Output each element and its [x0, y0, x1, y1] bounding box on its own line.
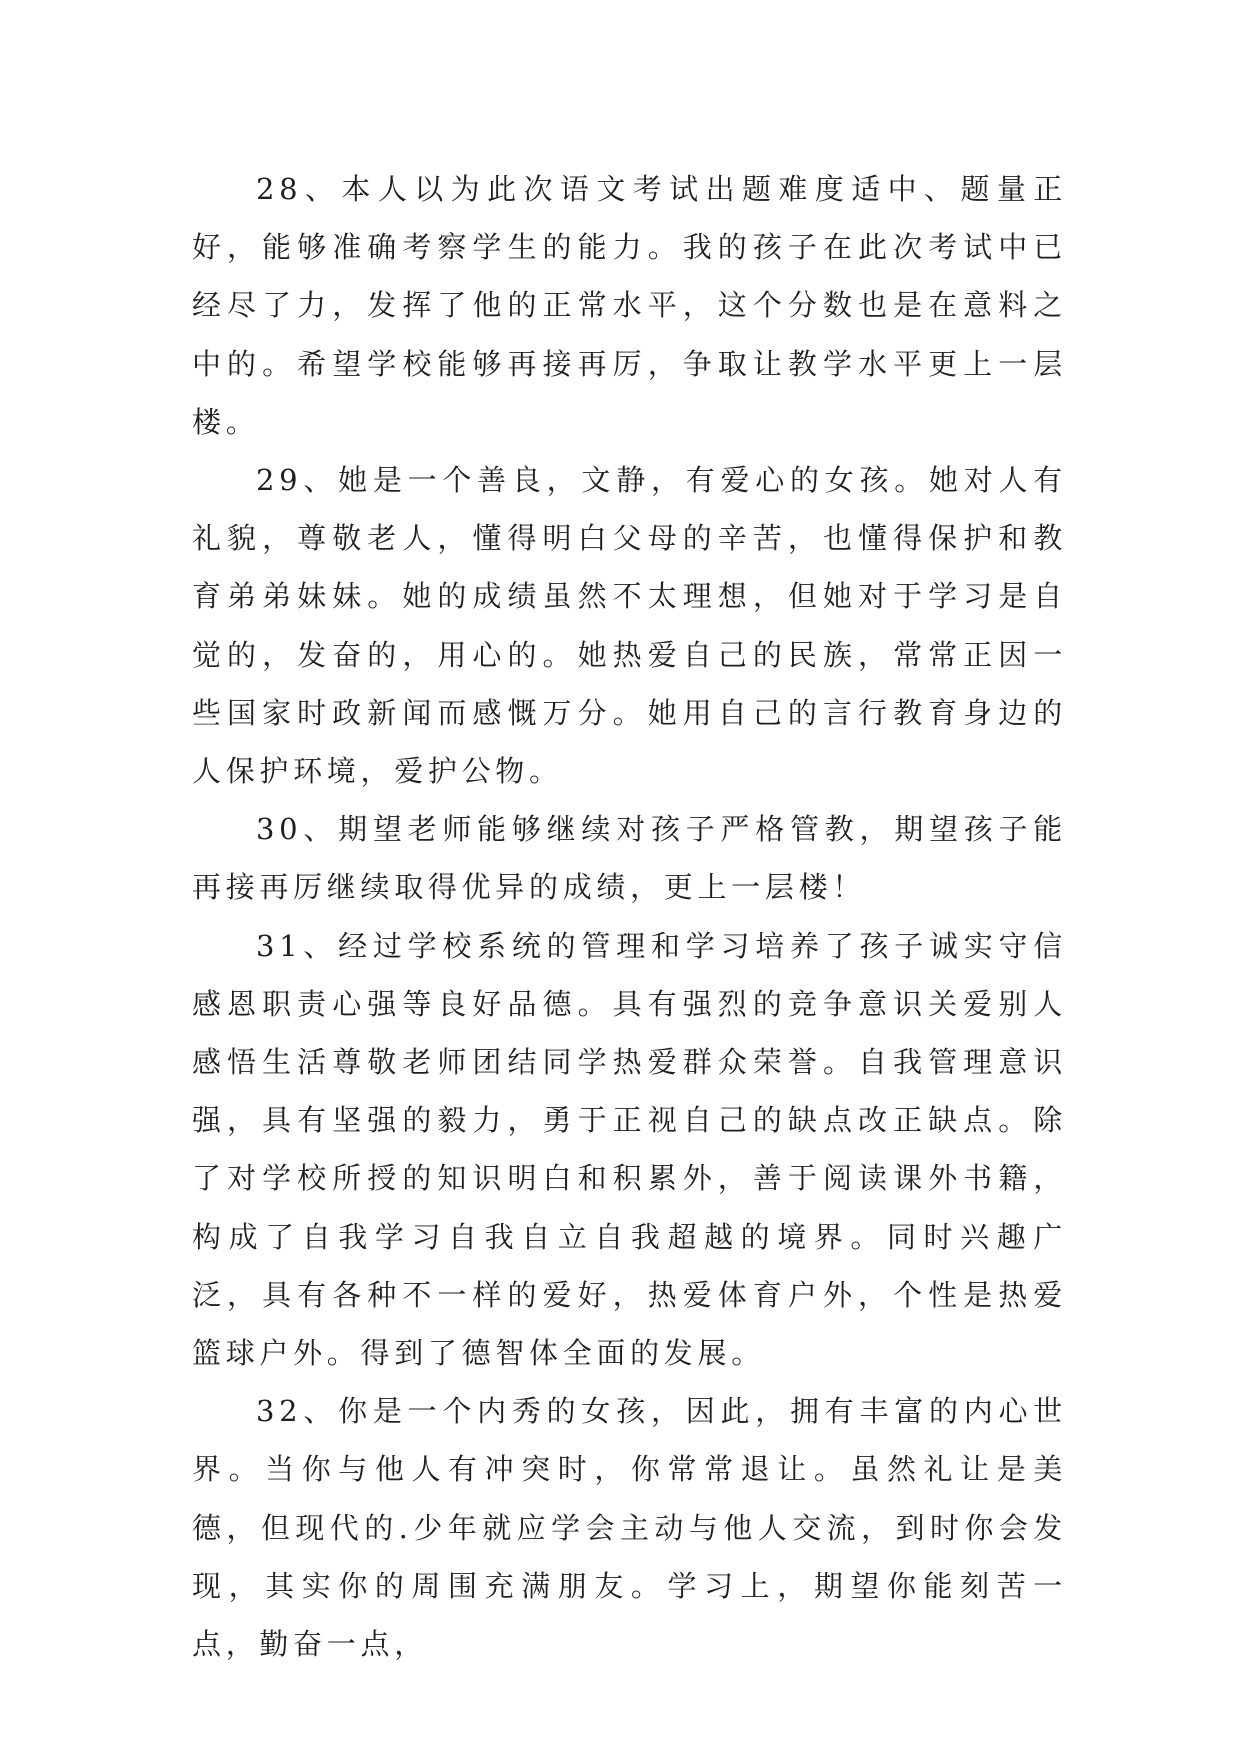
paragraph-29: 29、她是一个善良，文静，有爱心的女孩。她对人有礼貌，尊敬老人，懂得明白父母的辛苦，也懂得保护和教育弟弟妹妹。她的成绩虽然不太理想，但她对于学习是自觉的，发奋的，用心的。她热爱自己的民族，常常正因一些国家时政新闻而感慨万分。她用自己的言行教育身边的人保护环境，爱护公物。	[192, 463, 1067, 789]
paragraph-28: 28、本人以为此次语文考试出题难度适中、题量正好，能够准确考察学生的能力。我的孩子在此次考试中已经尽了力，发挥了他的正常水平，这个分数也是在意料之中的。希望学校能够再接再厉，争取让教学水平更上一层楼。	[192, 172, 1067, 439]
document-body	[192, 160, 1067, 1673]
paragraph-32: 32、你是一个内秀的女孩，因此，拥有丰富的内心世界。当你与他人有冲突时，你常常退让。虽然礼让是美德，但现代的.少年就应学会主动与他人交流，到时你会发现，其实你的周围充满朋友。学习上，期望你能刻苦一点，勤奋一点，	[192, 1394, 1067, 1662]
paragraph-31: 31、经过学校系统的管理和学习培养了孩子诚实守信感恩职责心强等良好品德。具有强烈的竞争意识关爱别人感悟生活尊敬老师团结同学热爱群众荣誉。自我管理意识强，具有坚强的毅力，勇于正视自己的缺点改正缺点。除了对学校所授的知识明白和积累外，善于阅读课外书籍，构成了自我学习自我自立自我超越的境界。同时兴趣广泛，具有各种不一样的爱好，热爱体育户外，个性是热爱篮球户外。得到了德智体全面的发展。	[192, 928, 1067, 1371]
paragraph-30: 30、期望老师能够继续对孩子严格管教，期望孩子能再接再厉继续取得优异的成绩，更上一层楼！	[192, 812, 1067, 905]
